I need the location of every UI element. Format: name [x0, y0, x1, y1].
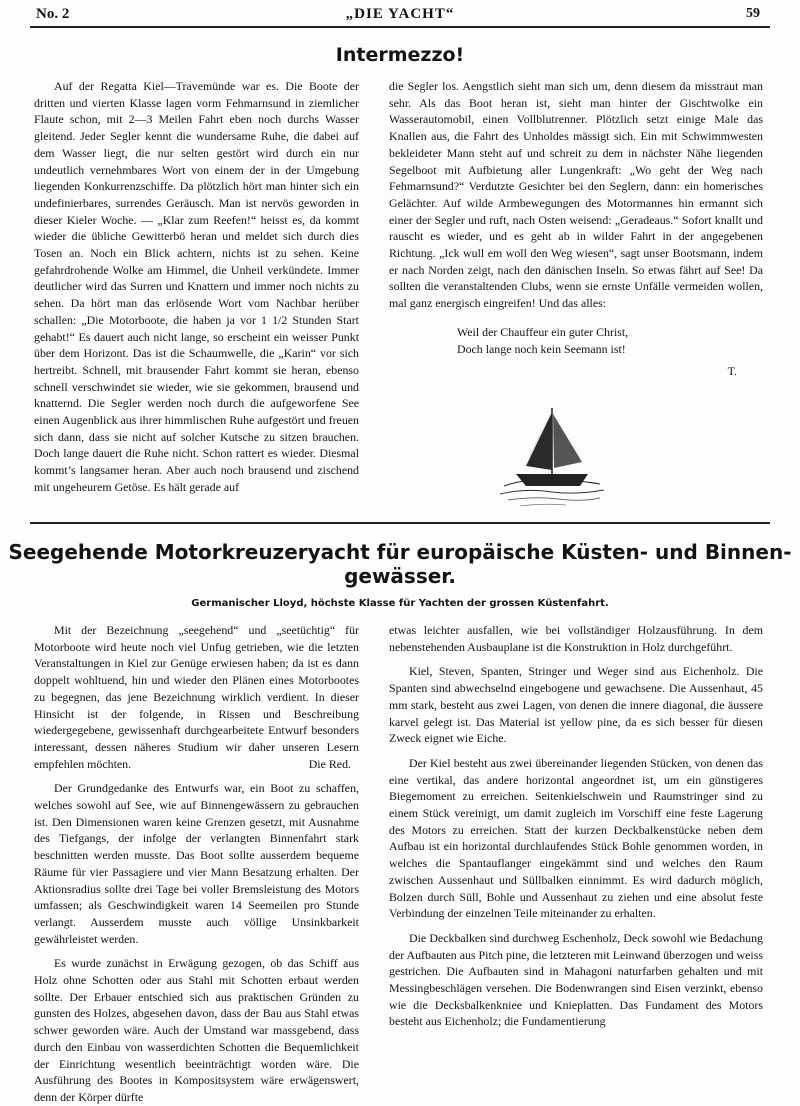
poem-line: Doch lange noch kein Seemann ist! [457, 341, 626, 356]
article2-title-line: gewässer. [344, 564, 456, 588]
editor-signature: Die Red. [308, 756, 351, 771]
author-signature: T. [727, 364, 737, 379]
article2-paragraph: Kiel, Steven, Spanten, Stringer und Weger sind aus Eichenholz. Die Spanten sind abwechselnd eingebogene und gewachsene. Die Aussenhaut, 45 mm stark, besteht aus zwei Lagen, von denen die innere diagonal, die äussere karvel gelegt ist. Das Material ist yellow pine, da es sich besser für diesen Zweck eignet wie Eiche. [389, 664, 763, 746]
page-header [0, 0, 800, 26]
article2-title-line: Seegehende Motorkreuzeryacht für europäische Küsten- und Binnen- [8, 540, 792, 564]
article2-paragraph: Der Grundgedanke des Entwurfs war, ein Boot zu schaffen, welches sowohl auf See, wie auf Binnengewässern zu gebrauchen ist. Den Dimensionen waren keine Grenzen gesetzt, mit Ausnahme des Tiefgangs, der infolge der verlangten Binnenfahrt stark beschnitten werden musste. Das Boot sollte ausserdem bequeme Räume für vier Passagiere und vier Mann Besatzung erhalten. Der Aktionsradius sollte drei Tage bei voller Bremsleistung des Motors umfassen; als Geschwindigkeit waren 14 Seemeilen pro Stunde verlangt. Ausserdem musste auch völlige Unsinkbarkeit gewährleistet werden. [34, 781, 359, 946]
article2-paragraph: Der Kiel besteht aus zwei übereinander liegenden Stücken, von denen das eine vertikal, das andere horizontal angeordnet ist, um ein günstigeres Biegemoment zu erreichen. Seitenkielschwein und Raumstringer sind zu einem Stück vereinigt, um damit zugleich im Vorschiff eine feste Lagerung des Motors zu erreichen. Statt der kurzen Deckbalkenstücke neben dem Aufbau ist ein horizontal durchlaufendes Stück Bohle genommen worden, in welches die Spantauflanger eingekämmt sind und welches den Raum zwischen Aussenhaut und Süllbalken einnimmt. Es wird dadurch möglich, Bolzen durch Süll, Bohle und Aussenhaut zu ziehen und eine absolut feste Verbindung der einzelnen Teile miteinander zu erhalten. [389, 755, 763, 921]
header-rule [30, 26, 770, 28]
article2-paragraph: Es wurde zunächst in Erwägung gezogen, ob das Schiff aus Holz ohne Schotten oder aus Stahl mit Schotten erbaut werden sollte. Der Erbauer entschied sich aus praktischen Gründen zu gunsten des Holzes, abgesehen davon, dass der Bau aus Stahl etwas schwer geworden wäre. Auch der Umstand war massgebend, dass durch den Einbau von wasserdichten Schotten die Bequemlichkeit der Einrichtung wesentlich beeinträchtigt worden wäre. Die Ausführung des Bootes in Kompositsystem wäre erwägenswert, denn der Körper dürfte [34, 956, 359, 1104]
article1-title: Intermezzo! [335, 44, 465, 66]
article2-paragraph: etwas leichter ausfallen, wie bei vollständiger Holzausführung. In dem nebenstehenden Ausbauplane ist die Konstruktion in Holz durchgeführt. [389, 623, 763, 654]
article2-subtitle: Germanischer Lloyd, höchste Klasse für Yachten der grossen Küstenfahrt. [191, 598, 609, 609]
article2-title [0, 540, 800, 588]
sailboat-illustration [496, 400, 608, 508]
issue-number: No. 2 [36, 6, 70, 22]
article1-paragraph: die Segler los. Aengstlich sieht man sich um, denn diesem da misstraut man sehr. Als das Boot heran ist, sieht man hinter der Gischtwolke ein Wasserautomobil, einen Vollblutrenner. Plötzlich setzt einige Male das Knallen aus, die Fahrt des Unholdes mässigt sich. Ein mit Schwimmwesten bekleideter Mann steht auf und schreit zu dem in nächster Nähe liegenden Segelboot mit Aufbietung aller Lungenkraft: „Wo geht der Weg nach Fehmarnsund?“ Verdutzte Gesichter bei den Seglern, dann: ein homerisches Gelächter. Auf wilde Armbewegungen des Motormannes hin ermannt sich einer der Segler und ruft, nach Osten weisend: „Geradeaus.“ Sofort knallt und rauscht es wieder, und es geht ab in wilder Fahrt in der angegebenen Richtung. „Ick wull em woll den Weg wiesen“, sagt unser Bootsmann, indem er nach Norden zeigt, nach den dänischen Inseln. So etwas fährt auf See! Da sollten die veranstaltenden Clubs, wenn sie ernste Unfälle vermeiden wollen, mal ganz energisch eingreifen! Und das alles: [389, 79, 763, 311]
section-rule [30, 522, 770, 524]
paragraph-text: Mit der Bezeichnung „seegehend“ und „seetüchtig“ für Motorboote wird heute noch viel Unfug getrieben, wie die letzten Veranstaltungen in Kiel zur Genüge erwiesen haben; da ist es dann doppelt wohltuend, hin und wieder den Plänen eines Motorbootes zu begegnen, das jene Bezeichnung wirklich verdient. In dieser Hinsicht ist der folgende, in Rissen und Beschreibung wiedergegebene, gewissenhaft durchgearbeitete Entwurf besonders interessant, dessen näheres Studium wir daher unseren Lesern empfehlen möchten. [34, 623, 359, 771]
article1-column-right [389, 78, 763, 380]
journal-title: „DIE YACHT“ [345, 6, 455, 22]
poem [457, 324, 763, 357]
article2-column-right [389, 622, 763, 1030]
article2-column-left [34, 622, 359, 1106]
page-number: 59 [746, 6, 760, 21]
poem-line: Weil der Chauffeur ein guter Christ, [457, 324, 629, 339]
article2-paragraph [34, 622, 359, 772]
article1-paragraph: Auf der Regatta Kiel—Travemünde war es. Die Boote der dritten und vierten Klasse lagen vorm Fehmarnsund in ziemlicher Flaute schon, mit 2—3 Meilen Fahrt eben noch durchs Wasser gleitend. Jeder Segler kennt die wundersame Ruhe, die dabei auf dem Wasser liegt, die nur selten gestört wird durch ein nur undeutlich vernehmbares Wort von einem der in der Umgebung liegenden Konkurrenzschiffe. Da plötzlich hört man hinter sich ein undefinierbares, surrendes Geräusch. Man ist nervös geworden in dieser Kieler Woche. — „Klar zum Reefen!“ heisst es, da kommt wieder die übliche Gewitterbö heran und meldet sich durch dies Tosen an. Noch ein Blick achtern, nichts ist zu sehen. Keine gefahrdrohende Wolke am Himmel, die Unheil verkündete. Immer deutlicher wird das Surren und Knattern und immer noch nichts zu sehen. Da hört man das erlösende Wort vom Nachbar herüber schallen: „Die Motorboote, die haben ja vor 1 1/2 Stunden Start gehabt!“ Es dauert auch nicht lange, so erscheint ein weisser Punkt über dem Horizont. Das ist die Schaumwelle, die „Karin“ vor sich hertreibt. Schnell, mit brausender Fahrt kommt sie heran, ebenso schnell verschwindet sie wieder, wie sie gekommen, brausend und knatternd. Die Segler werden noch durch die aufgeworfene See einen Augenblick aus ihrer himmlischen Ruhe aufgestört und freuen sich dann, dass sie nicht auf solcher Kutsche zu sitzen brauchen. Doch lange dauert die Ruhe nicht. Schon rattert es wieder. Diesmal kommt’s langsamer heran. Aber auch noch brausend und zischend mit ungeheurem Getöse. Es hält gerade auf [34, 79, 359, 494]
article1-column-left [34, 78, 359, 496]
article2-paragraph: Die Deckbalken sind durchweg Eschenholz, Deck sowohl wie Bedachung der Aufbauten aus Pitch pine, die letzteren mit Leinwand überzogen und weiss gestrichen. Die Aufbauten sind in Mahagoni naturfarben gehalten und mit Messingbeschlägen versehen. Die Bodenwrangen sind Eisen verzinkt, ebenso wie die Decksbalkenkniee und Knieplatten. Das Fundament des Motors besteht aus Eichenholz; die Fundamentierung [389, 930, 763, 1029]
